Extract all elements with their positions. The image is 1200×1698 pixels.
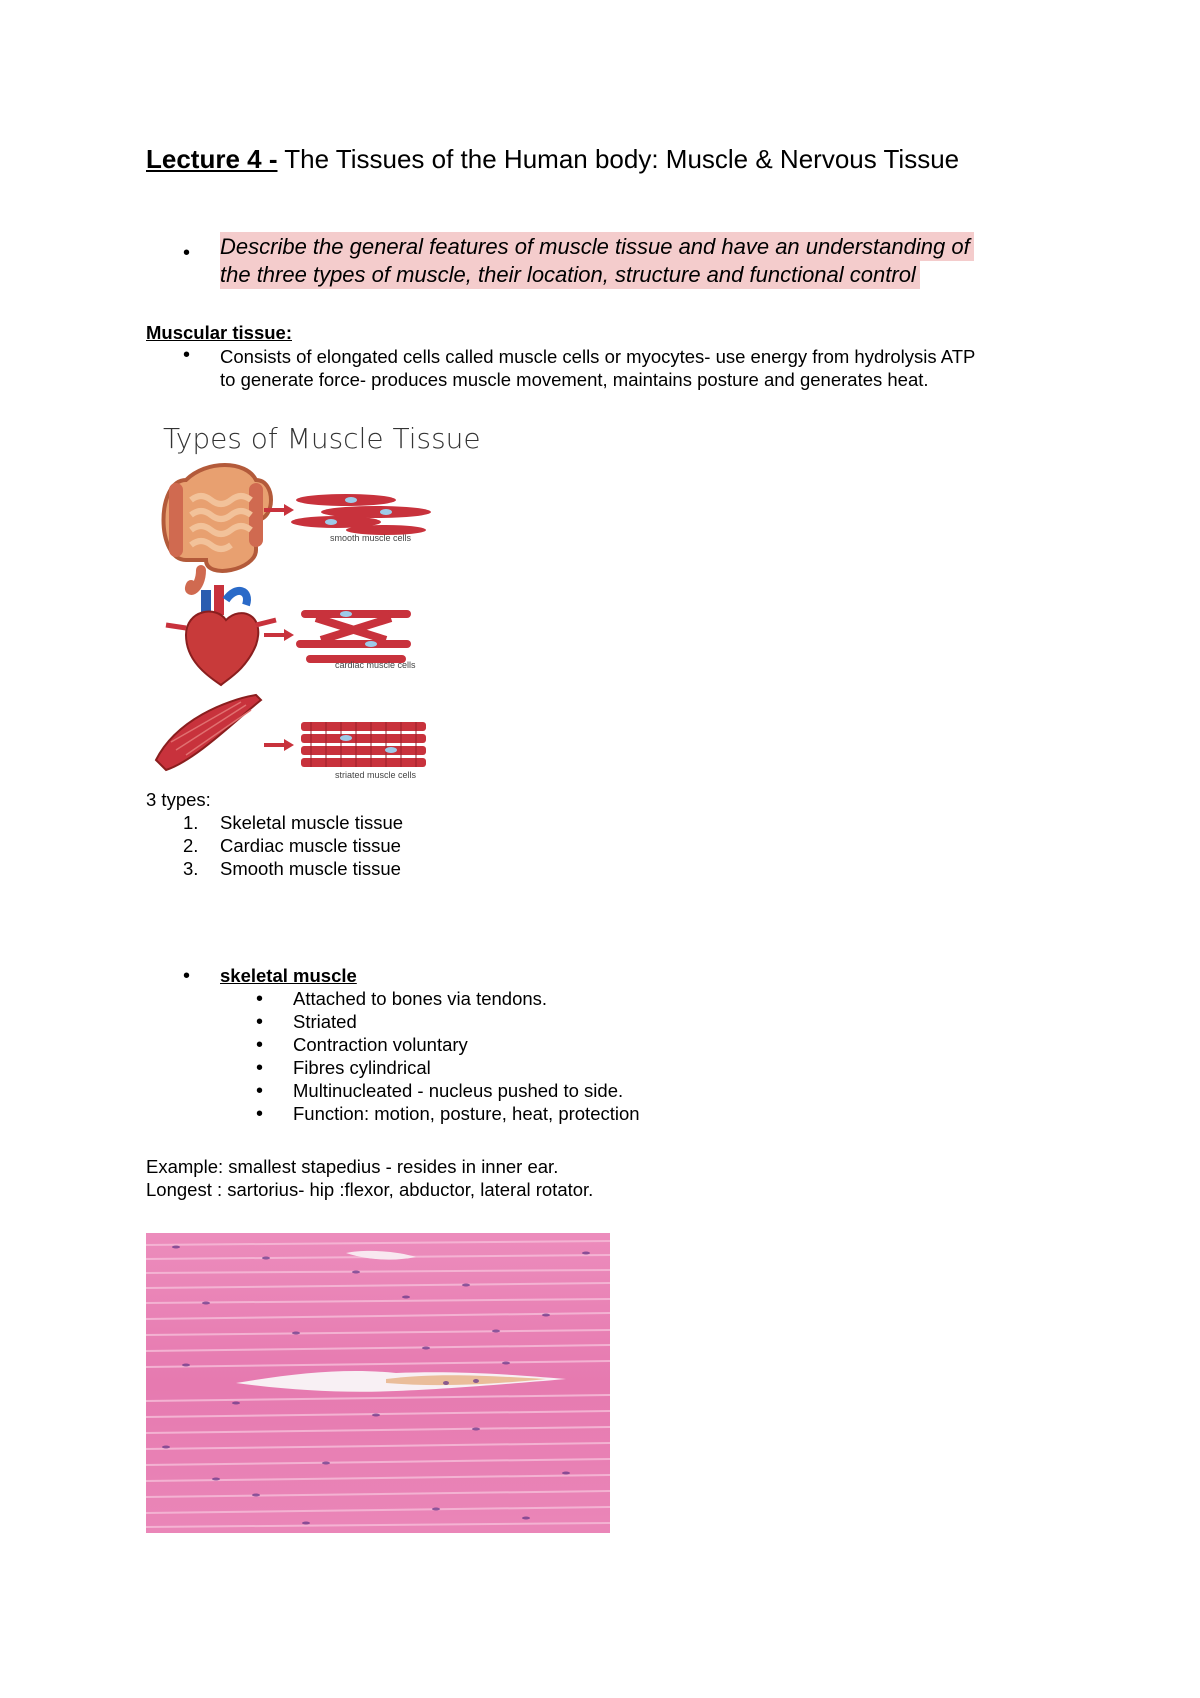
skeletal-muscle-micrograph [146, 1233, 610, 1533]
types-item-2: Cardiac muscle tissue [220, 835, 401, 856]
example-line-2: Longest : sartorius- hip :flexor, abductor, lateral rotator. [146, 1179, 594, 1200]
skeletal-item-1: Attached to bones via tendons. [293, 988, 548, 1009]
arrow-head-icon [284, 739, 294, 751]
types-intro: 3 types: [146, 789, 211, 810]
muscular-tissue-description [220, 345, 1070, 391]
skeletal-item-4: Fibres cylindrical [293, 1057, 431, 1078]
skeletal-item-bullet-icon: • [256, 1080, 264, 1102]
caption-striated: striated muscle cells [335, 770, 417, 780]
arrow-head-icon [284, 629, 294, 641]
muscular-bullet-icon: • [183, 344, 191, 366]
skeletal-item-5: Multinucleated - nucleus pushed to side. [293, 1080, 624, 1101]
lecture-label: Lecture 4 - [146, 144, 278, 174]
caption-cardiac: cardiac muscle cells [335, 660, 416, 670]
skeletal-item-bullet-icon: • [256, 1011, 264, 1033]
title-text: The Tissues of the Human body: Muscle & Nervous Tissue [277, 144, 960, 174]
smooth-muscle-cells-icon [291, 494, 431, 535]
skeletal-item-3: Contraction voluntary [293, 1034, 468, 1055]
heart-icon [166, 585, 276, 685]
arrow-head-icon [284, 504, 294, 516]
types-item-3: Smooth muscle tissue [220, 858, 401, 879]
page-title [146, 144, 959, 175]
muscular-line-1: Consists of elongated cells called muscle cells or myocytes- use energy from hydrolysis ATP [220, 346, 976, 367]
intestine-icon [164, 465, 272, 590]
objective-bullet-icon: • [183, 242, 191, 264]
skeletal-item-bullet-icon: • [256, 1103, 264, 1125]
skeletal-item-6: Function: motion, posture, heat, protection [293, 1103, 640, 1124]
skeletal-muscle-icon [156, 695, 261, 770]
cardiac-muscle-cells-icon [296, 610, 411, 663]
objective-line-1: Describe the general features of muscle tissue and have an understanding of [220, 232, 974, 261]
types-item-1: Skeletal muscle tissue [220, 812, 404, 833]
skeletal-item-bullet-icon: • [256, 1034, 264, 1056]
skeletal-item-2: Striated [293, 1011, 357, 1032]
striated-muscle-cells-icon [301, 722, 426, 767]
skeletal-item-bullet-icon: • [256, 988, 264, 1010]
types-num-2: 2. [183, 835, 199, 856]
skeletal-item-bullet-icon: • [256, 1057, 264, 1079]
muscular-line-2: to generate force- produces muscle movement, maintains posture and generates heat. [220, 369, 929, 390]
skeletal-bullet-icon: • [183, 965, 191, 987]
objective-line-2: the three types of muscle, their location, structure and functional control [220, 260, 920, 289]
example-line-1: Example: smallest stapedius - resides in inner ear. [146, 1156, 559, 1177]
muscular-tissue-heading: Muscular tissue: [146, 322, 292, 343]
muscle-types-figure [146, 460, 466, 790]
learning-objective [220, 233, 1060, 289]
skeletal-heading: skeletal muscle [220, 965, 357, 986]
types-num-1: 1. [183, 812, 199, 833]
types-num-3: 3. [183, 858, 199, 879]
caption-smooth: smooth muscle cells [330, 533, 412, 543]
figure-title: Types of Muscle Tissue [163, 422, 481, 455]
